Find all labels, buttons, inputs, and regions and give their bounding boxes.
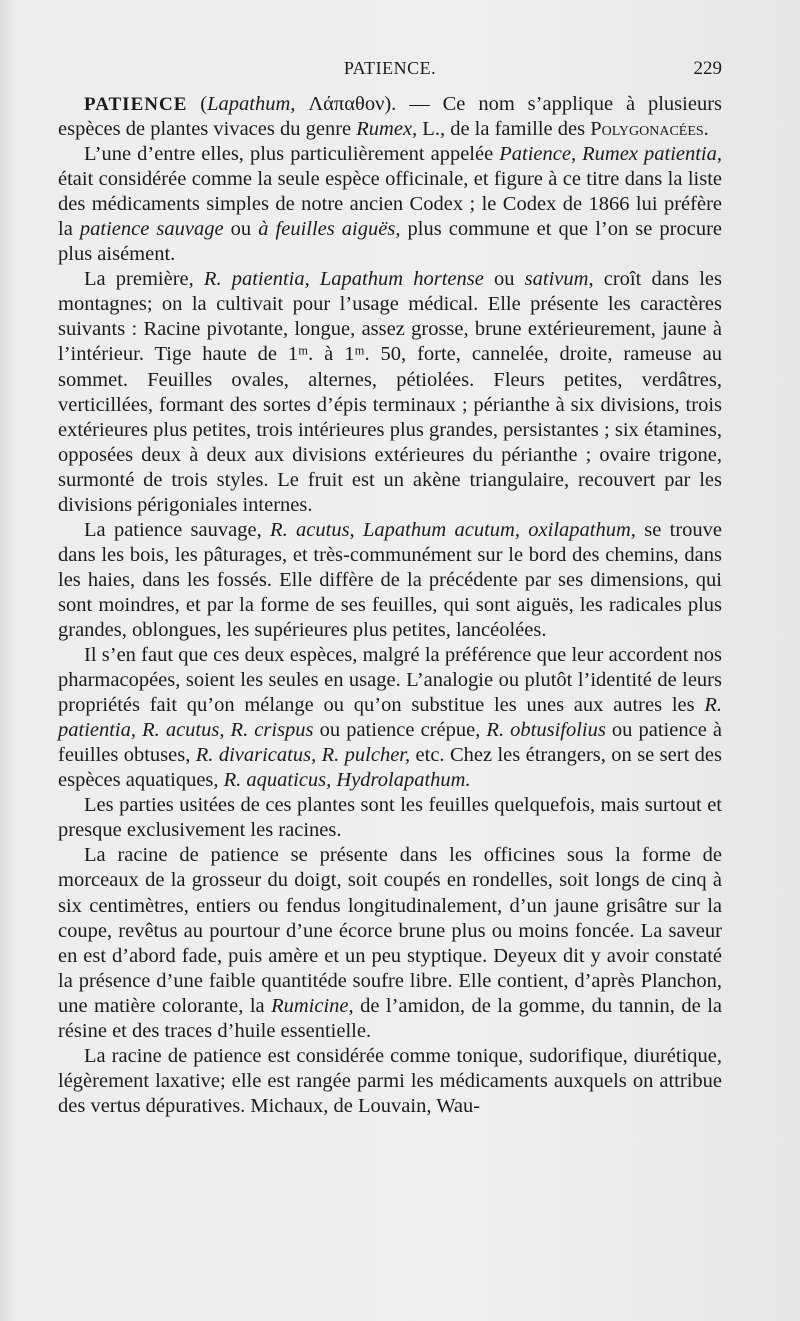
- italic-text: à feuilles aiguës,: [258, 218, 401, 241]
- paragraph: [58, 267, 722, 517]
- italic-text: Rumex,: [356, 118, 418, 141]
- page-number: 229: [693, 58, 722, 79]
- text-run: de l’amidon, de la gomme, du tannin, de la résine et des traces d’huile essentielle.: [58, 994, 722, 1042]
- text-run: ou: [223, 218, 259, 241]
- text-run: La racine de patience est considérée comme tonique, sudorifique, diurétique, légèrement laxative; elle est rangée parmi les médicaments auxquels on attribue des vertus dépuratives. Michaux, de Louvain, Wau-: [58, 1044, 722, 1117]
- text-run: plus commune et que l’on se procure plus aisément.: [58, 218, 723, 266]
- italic-text: R. obtusifolius: [486, 719, 606, 742]
- italic-text: R. patientia, Lapathum hortense: [203, 268, 484, 291]
- italic-text: Patience, Rumex patientia,: [499, 143, 723, 166]
- text-run: Il s’en faut que ces deux espèces, malgré la préférence que leur accordent nos pharmacopées, soient les seules en usage. L’analogie ou plutôt l’identité de leurs propriétés fait qu’on mélange ou qu’on substitue les unes aux autres les: [58, 644, 722, 717]
- page-header: [58, 58, 722, 86]
- text-run: La racine de patience se présente dans les officines sous la forme de morceaux de la grosseur du doigt, soit coupés en rondelles, soit longs de cinq à six centimètres, entiers ou fendus longitudinalement, d’un jaune grisâtre sur la coupe, revêtus au pourtour d’une écorce brune plus ou moins foncée. La saveur en est d’abord fade, puis amère et un peu styptique. Deyeux dit y avoir constaté la présence d’une faible quantitéde soufre libre. Elle contient, d’après Planchon, une matière colorante, la: [58, 844, 722, 1017]
- italic-text: Rumicine,: [271, 994, 354, 1017]
- text-run: La patience sauvage,: [84, 518, 271, 541]
- text-run: était considérée comme la seule espèce officinale, et figure à ce titre dans la liste des médicaments simples de notre ancien Codex ; le Codex de 1866 lui préfère la: [58, 168, 722, 241]
- entry-headword: PATIENCE: [84, 94, 188, 115]
- text-run: Les parties usitées de ces plantes sont les feuilles quelquefois, mais surtout et presque exclusivement les racines.: [58, 794, 722, 842]
- text-run: Λάπαθον). — Ce nom s’applique à plusieurs espèces de plantes vivaces du genre: [58, 93, 723, 141]
- italic-text: R. patientia, R. acutus, R. crispus: [58, 694, 722, 742]
- paragraph: [58, 142, 722, 267]
- article-body: [58, 92, 722, 1119]
- italic-text: patience sauvage: [79, 218, 224, 241]
- italic-text: sativum: [524, 268, 589, 291]
- text-run: etc. Chez les étrangers, on se sert des espèces aquatiques,: [58, 744, 722, 792]
- italic-text: R. aquaticus, Hydrolapathum.: [223, 769, 471, 792]
- paragraph: [58, 1044, 722, 1119]
- italic-text: Lapathum,: [207, 93, 296, 115]
- italic-text: R. acutus, Lapathum acutum, oxilapathum,: [270, 518, 636, 541]
- paragraph: [58, 843, 722, 1043]
- small-caps-text: Polygonacées.: [590, 118, 709, 141]
- paragraph: [58, 518, 722, 643]
- text-run: La première,: [84, 268, 204, 291]
- paragraph: [58, 92, 722, 142]
- text-run: (: [187, 93, 208, 115]
- text-run: se trouve dans les bois, les pâturages, et très-communément sur le bord des chemins, dans les haies, dans les fossés. Elle diffère de la précédente par ses dimensions, qui sont moindres, et par la forme de ses feuilles, qui sont aiguës, les radicales plus grandes, oblongues, les supérieures plus petites, lancéolées.: [58, 518, 722, 641]
- text-run: L’une d’entre elles, plus particulièrement appelée: [84, 143, 500, 166]
- text-run: L., de la famille des: [417, 118, 591, 141]
- text-run: ou: [483, 268, 525, 291]
- text-run: ou patience crépue,: [313, 719, 487, 742]
- paragraph: [58, 643, 722, 793]
- text-run: , croît dans les montagnes; on la cultivait pour l’usage médical. Elle présente les caractères suivants : Racine pivotante, longue, assez grosse, brune extérieurement, jaune à l’intérieur. Tige haute de 1ᵐ. à 1ᵐ. 50, forte, cannelée, droite, rameuse au sommet. Feuilles ovales, alternes, pétiolées. Fleurs petites, verdâtres, verticillées, formant des sortes d’épis terminaux ; périanthe à six divisions, trois extérieures plus petites, trois intérieures plus grandes, persistantes ; six étamines, opposées deux à deux aux divisions extérieures du périanthe ; ovaire trigone, surmonté de trois styles. Le fruit est un akène triangulaire, recouvert par les divisions périgoniales internes.: [58, 268, 722, 516]
- paragraph: [58, 793, 722, 843]
- text-run: ou patience à feuilles obtuses,: [58, 719, 722, 767]
- italic-text: R. divaricatus, R. pulcher,: [195, 744, 411, 767]
- running-title: PATIENCE.: [343, 58, 437, 78]
